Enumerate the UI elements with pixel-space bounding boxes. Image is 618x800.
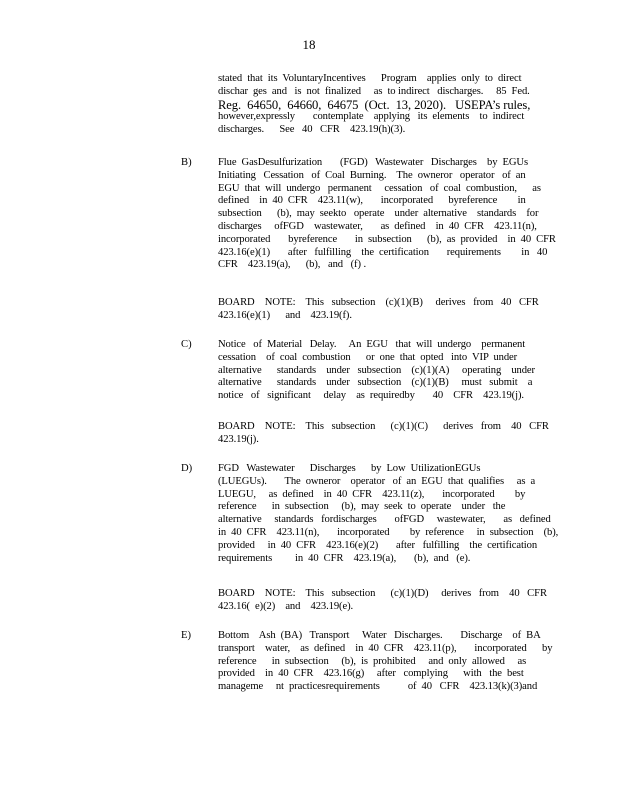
text-line: Bottom Ash (BA) Transport Water Discharges. Discharge of BA (218, 630, 541, 641)
text-line: (LUEGUs). The owneror operator of an EGU that qualifies as a (218, 475, 536, 487)
text-line: LUEGU, as defined in 40 CFR 423.11(z), incorporated by (218, 488, 526, 500)
text-line: Flue GasDesulfurization (FGD) Wastewater Discharges by EGUs (218, 157, 528, 168)
section-label-c: C) (181, 339, 192, 350)
text-line: discharges ofFGD wastewater, as defined in 40 CFR 423.11(n), (218, 220, 537, 232)
text-line: subsection (b), may seekto operate under alternative standards for (218, 208, 539, 220)
section-e-paragraph (218, 630, 552, 694)
text-line: 423.16( e)(2) and 423.19(e). (218, 600, 354, 612)
section-c-board-note (218, 421, 549, 447)
text-line: incorporated byreference in subsection (b), as provided in 40 CFR (218, 233, 556, 245)
text-line: Reg. 64650, 64660, 64675 (Oct. 13, 2020). USEPA’s rules, (218, 97, 531, 112)
section-c-paragraph (218, 339, 535, 403)
text-line: FGD Wastewater Discharges by Low UtilizationEGUs (218, 463, 481, 474)
text-line: requirements in 40 CFR 423.19(a), (b), and (e). (218, 552, 471, 564)
section-b-board-note (218, 297, 539, 323)
text-line: CFR 423.19(a), (b), and (f) . (218, 259, 367, 271)
text-line: 423.19(j). (218, 433, 259, 445)
text-line: 423.16(e)(1) after fulfilling the certification requirements in 40 (218, 246, 548, 258)
text-line: Initiating Cessation of Coal Burning. The owneror operator of an (218, 169, 526, 181)
text-line: provided in 40 CFR 423.16(e)(2) after fulfilling the certification (218, 539, 538, 551)
text-line: discharges. See 40 CFR 423.19(h)(3). (218, 124, 406, 136)
section-d-paragraph (218, 463, 558, 565)
text-line: stated that its VoluntaryIncentives Program applies only to direct (218, 73, 522, 84)
text-line: reference in subsection (b), may seek to operate under the (218, 501, 506, 513)
text-line: in 40 CFR 423.11(n), incorporated by reference in subsection (b), (218, 526, 559, 538)
text-line: notice of significant delay as requiredby 40 CFR 423.19(j). (218, 390, 524, 402)
text-line: BOARD NOTE: This subsection (c)(1)(D) derives from 40 CFR (218, 588, 547, 599)
text-line: BOARD NOTE: This subsection (c)(1)(B) derives from 40 CFR (218, 297, 539, 308)
section-d-board-note (218, 588, 547, 614)
text-line: defined in 40 CFR 423.11(w), incorporated byreference in (218, 195, 526, 207)
text-line: alternative standards under subsection (c)(1)(A) operating under (218, 364, 535, 376)
text-line: EGU that will undergo permanent cessation of coal combustion, as (218, 182, 541, 194)
text-line: alternative standards fordischarges ofFGD wastewater, as defined (218, 514, 551, 526)
text-line: alternative standards under subsection (c)(1)(B) must submit a (218, 377, 533, 389)
section-label-d: D) (181, 463, 193, 474)
section-label-e: E) (181, 630, 191, 641)
text-line: Notice of Material Delay. An EGU that will undergo permanent (218, 339, 526, 350)
text-line: dischar ges and is not finalized as to indirect discharges. 85 Fed. (218, 85, 530, 97)
page-number: 18 (302, 37, 316, 52)
text-line: 423.16(e)(1) and 423.19(f). (218, 309, 352, 321)
intro-paragraph (218, 73, 530, 137)
text-line: however,expressly contemplate applying its elements to indirect (218, 111, 525, 123)
text-line: transport water, as defined in 40 CFR 423.11(p), incorporated by (218, 642, 553, 654)
section-b-paragraph (218, 157, 556, 272)
section-label-b: B) (181, 157, 192, 168)
text-line: provided in 40 CFR 423.16(g) after complying with the best (218, 668, 524, 680)
text-line: manageme nt practicesrequirements of 40 CFR 423.13(k)(3)and (218, 681, 538, 693)
text-line: cessation of coal combustion or one that opted into VIP under (218, 351, 518, 363)
text-line: BOARD NOTE: This subsection (c)(1)(C) derives from 40 CFR (218, 421, 549, 432)
text-line: reference in subsection (b), is prohibited and only allowed as (218, 655, 527, 667)
